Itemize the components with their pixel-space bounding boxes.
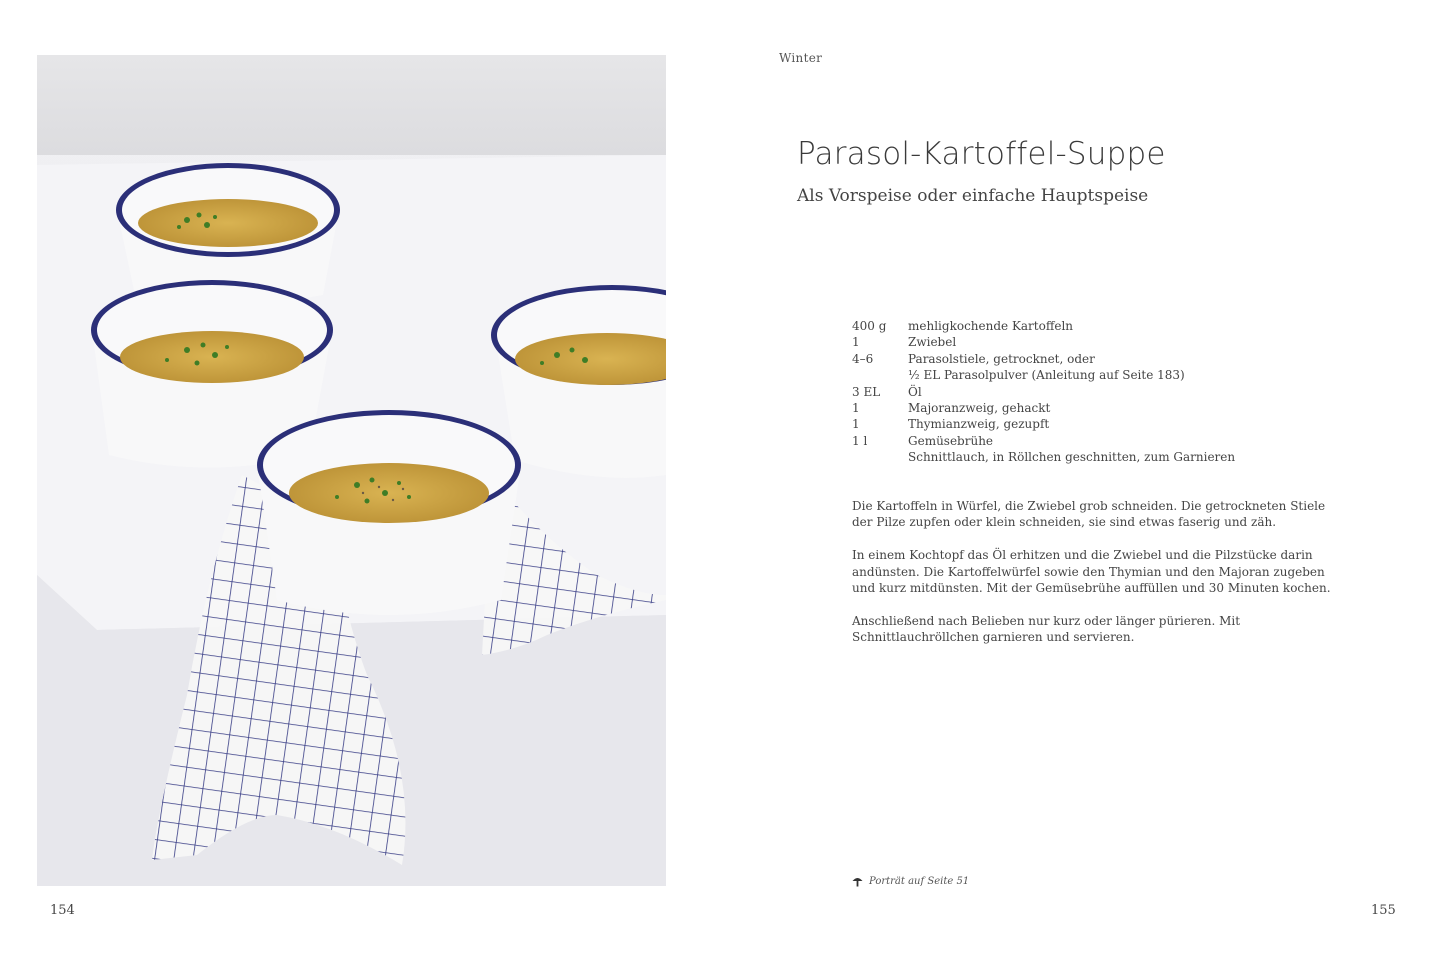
ingredient-name: Parasolstiele, getrocknet, oder bbox=[908, 351, 1095, 366]
mushroom-icon bbox=[852, 876, 863, 887]
ingredient-name: mehligkochende Kartoffeln bbox=[908, 319, 1074, 333]
ingredient-qty: 1 bbox=[852, 335, 860, 350]
recipe-title: Parasol-Kartoffel-Suppe bbox=[797, 136, 1166, 172]
ingredient-row bbox=[852, 449, 1235, 465]
ingredient-row bbox=[852, 416, 1235, 432]
page-number-right: 155 bbox=[1371, 903, 1396, 918]
ingredient-qty: 400 g bbox=[852, 319, 887, 333]
ingredient-list bbox=[852, 318, 1235, 466]
soup-photo bbox=[37, 55, 666, 886]
step-paragraph: In einem Kochtopf das Öl erhitzen und die Zwiebel und die Pilzstücke darin andünsten. Die Kartoffelwürfel sowie den Thymian und den Majoran zugeben und kurz mitdünsten. Mit der Gemüsebrühe auffüllen und 30 Minuten kochen. bbox=[852, 548, 1331, 596]
ingredient-name: Schnittlauch, in Röllchen geschnitten, zum Garnieren bbox=[908, 450, 1236, 465]
ingredient-row bbox=[852, 384, 1235, 400]
ingredient-qty: 1 bbox=[852, 401, 860, 416]
ingredient-qty bbox=[852, 449, 908, 465]
preparation-steps bbox=[852, 498, 1342, 662]
recipe-subtitle: Als Vorspeise oder einfache Hauptspeise bbox=[797, 186, 1149, 206]
ingredient-name: Öl bbox=[908, 384, 922, 399]
portrait-reference bbox=[852, 876, 969, 887]
ingredient-row bbox=[852, 318, 1235, 334]
ingredient-row bbox=[852, 334, 1235, 350]
ingredient-name: Thymianzweig, gezupft bbox=[908, 417, 1050, 432]
ingredient-name: Zwiebel bbox=[908, 335, 957, 350]
ingredient-name: Gemüsebrühe bbox=[908, 433, 994, 448]
portrait-reference-text: Porträt auf Seite 51 bbox=[869, 876, 970, 887]
ingredient-row bbox=[852, 351, 1235, 367]
ingredient-name: ½ EL Parasolpulver (Anleitung auf Seite 183) bbox=[908, 368, 1185, 383]
step-paragraph: Die Kartoffeln in Würfel, die Zwiebel grob schneiden. Die getrockneten Stiele der Pilze zupfen oder klein schneiden, sie sind etwas faserig und zäh. bbox=[852, 499, 1326, 530]
page-number-left: 154 bbox=[50, 903, 75, 918]
ingredient-qty: 1 bbox=[852, 417, 860, 432]
step-paragraph: Anschließend nach Belieben nur kurz oder länger pürieren. Mit Schnittlauchröllchen garnieren und servieren. bbox=[852, 613, 1241, 645]
ingredient-row bbox=[852, 367, 1235, 383]
ingredient-name: Majoranzweig, gehackt bbox=[908, 401, 1051, 416]
ingredient-row bbox=[852, 400, 1235, 416]
ingredient-row bbox=[852, 433, 1235, 449]
ingredient-qty: 1 l bbox=[852, 433, 868, 448]
ingredient-qty: 3 EL bbox=[852, 384, 881, 399]
section-label: Winter bbox=[779, 51, 823, 65]
ingredient-qty: 4–6 bbox=[852, 351, 874, 366]
ingredient-qty bbox=[852, 367, 908, 383]
